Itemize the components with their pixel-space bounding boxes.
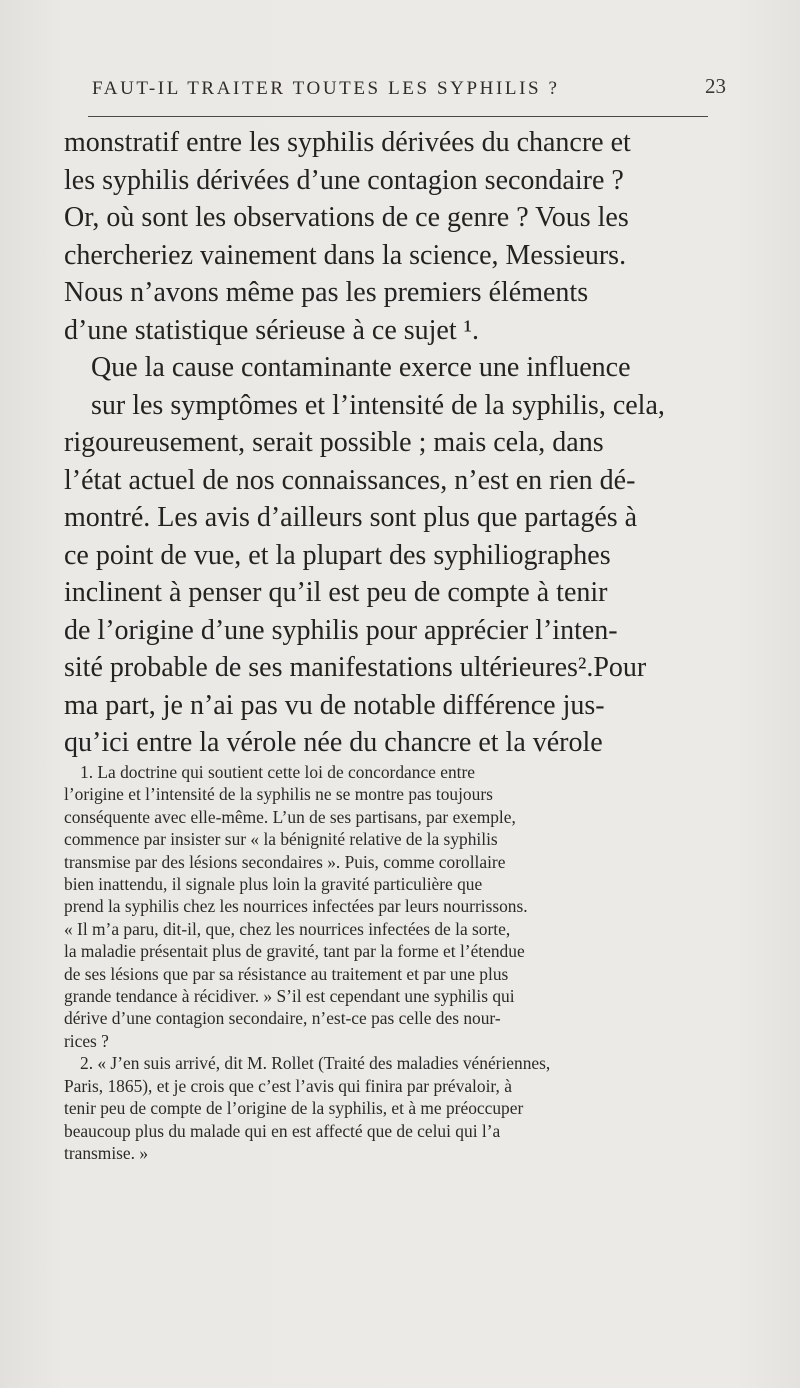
footnote-line: « Il m’a paru, dit-il, que, chez les nourrices infectées de la sorte,	[64, 918, 511, 939]
footnote-line: transmise par des lésions secondaires ». Puis, comme corollaire	[64, 851, 506, 872]
footnote-line: commence par insister sur « la bénignité relative de la syphilis	[64, 829, 498, 850]
text-line: sur les symptômes et l’intensité de la syphilis, cela,	[91, 389, 665, 421]
text-line: rigoureusement, serait possible ; mais cela, dans	[64, 427, 604, 458]
page-number: 23	[705, 74, 726, 98]
text-line: chercheriez vainement dans la science, Messieurs.	[64, 239, 627, 271]
footnote-line: tenir peu de compte de l’origine de la syphilis, et à me préoccuper	[64, 1098, 524, 1119]
header-rule	[88, 116, 708, 117]
text-line: Que la cause contaminante exerce une influence	[91, 352, 631, 383]
text-line: ce point de vue, et la plupart des syphiliographes	[64, 539, 611, 571]
footnotes	[64, 761, 714, 1164]
main-text	[64, 124, 704, 762]
footnote-line: de ses lésions que par sa résistance au traitement et par une plus	[64, 963, 509, 984]
footnote-line: prend la syphilis chez les nourrices infectées par leurs nourrissons.	[64, 896, 528, 917]
text-line: l’état actuel de nos connaissances, n’est en rien dé-	[64, 464, 636, 496]
text-line: sité probable de ses manifestations ultérieures².Pour	[64, 652, 647, 683]
text-line: les syphilis dérivées d’une contagion secondaire ?	[64, 164, 624, 196]
text-line: Nous n’avons même pas les premiers éléments	[64, 277, 589, 308]
footnote-line: l’origine et l’intensité de la syphilis ne se montre pas toujours	[64, 784, 493, 805]
text-line: qu’ici entre la vérole née du chancre et la vérole	[64, 727, 603, 758]
footnote-line: conséquente avec elle-même. L’un de ses partisans, par exemple,	[64, 806, 516, 827]
text-line: ma part, je n’ai pas vu de notable différence jus-	[64, 689, 605, 721]
footnote-line: Paris, 1865), et je crois que c’est l’avis qui finira par prévaloir, à	[64, 1075, 512, 1096]
text-line: d’une statistique sérieuse à ce sujet ¹.	[64, 314, 480, 346]
text-line: inclinent à penser qu’il est peu de compte à tenir	[64, 577, 608, 608]
text-line: montré. Les avis d’ailleurs sont plus que partagés à	[64, 502, 638, 533]
footnote-line: bien inattendu, il signale plus loin la gravité particulière que	[64, 874, 483, 895]
running-title: FAUT-IL TRAITER TOUTES LES SYPHILIS ?	[92, 78, 560, 99]
footnote-line: grande tendance à récidiver. » S’il est cependant une syphilis qui	[64, 986, 515, 1007]
footnote-line: transmise. »	[64, 1142, 149, 1163]
running-head	[92, 74, 726, 108]
footnote-line: 1. La doctrine qui soutient cette loi de concordance entre	[80, 762, 475, 782]
footnote-line: 2. « J’en suis arrivé, dit M. Rollet (Traité des maladies vénériennes,	[80, 1053, 551, 1074]
footnote-line: rices ?	[64, 1030, 109, 1051]
text-line: Or, où sont les observations de ce genre ? Vous les	[64, 202, 629, 233]
footnote-line: beaucoup plus du malade qui en est affecté que de celui qui l’a	[64, 1120, 501, 1141]
text-line: de l’origine d’une syphilis pour apprécier l’inten-	[64, 614, 618, 646]
text-line: monstratif entre les syphilis dérivées du chancre et	[64, 127, 631, 158]
footnote-line: dérive d’une contagion secondaire, n’est-ce pas celle des nour-	[64, 1008, 501, 1029]
footnote-line: la maladie présentait plus de gravité, tant par la forme et l’étendue	[64, 941, 525, 962]
